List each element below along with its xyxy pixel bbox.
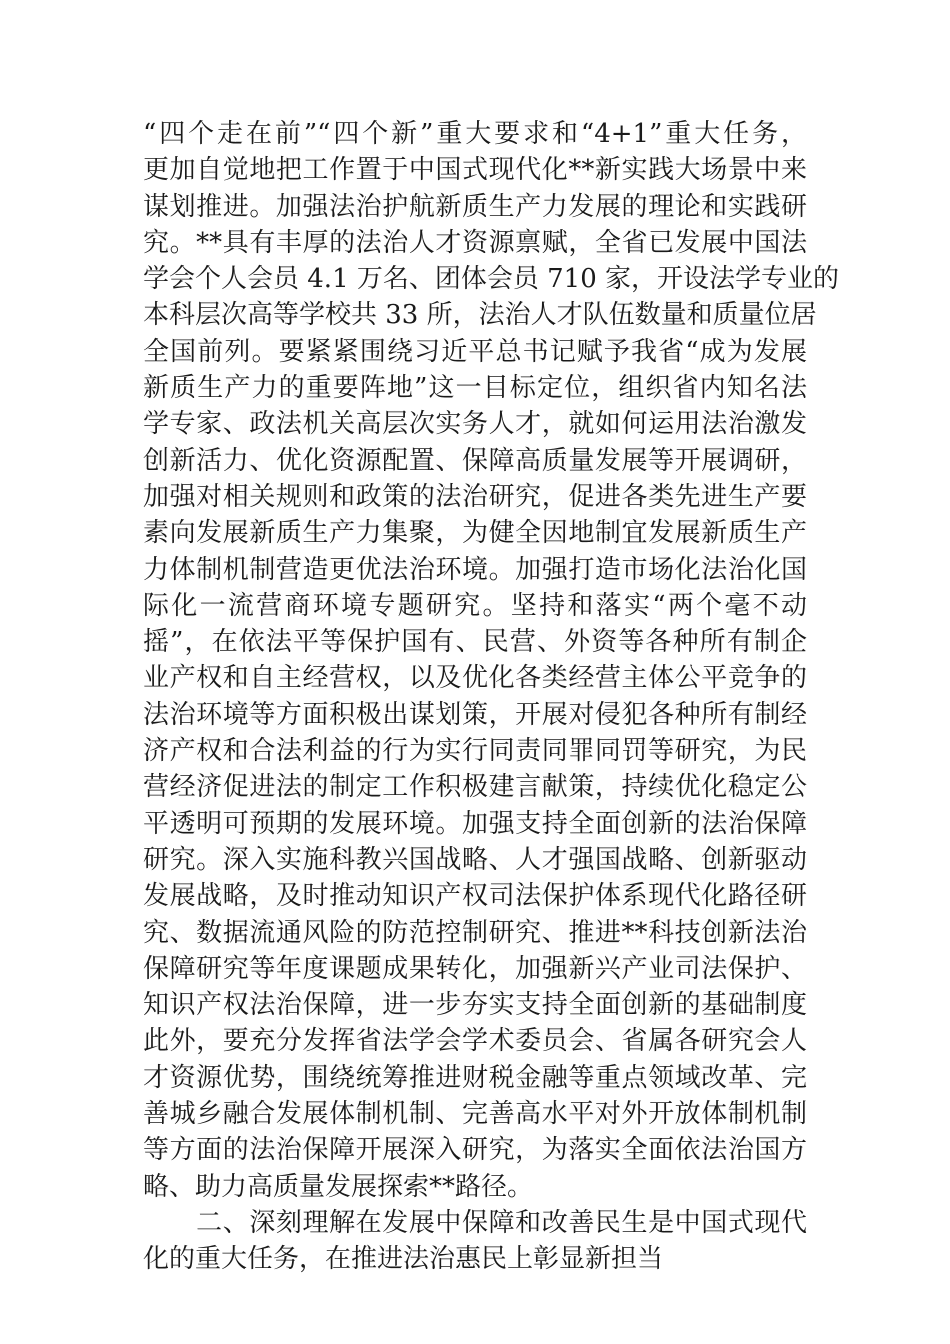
text-line: 谋划推进。加强法治护航新质生产力发展的理论和实践研 [143, 191, 807, 222]
text-line: 善城乡融合发展体制机制、完善高水平对外开放体制机制 [143, 1099, 807, 1130]
text-line: “四个走在前”“四个新”重大要求和“4+1”重大任务， [143, 119, 807, 149]
text-line: 研究。深入实施科教兴国战略、人才强国战略、创新驱动 [143, 844, 807, 875]
text-line: 略、助力高质量发展探索**路径。 [143, 1171, 534, 1202]
text-line: 究。**具有丰厚的法治人才资源禀赋，全省已发展中国法 [143, 227, 807, 258]
text-line: 此外，要充分发挥省法学会学术委员会、省属各研究会人 [143, 1026, 807, 1057]
body-text [143, 116, 840, 1278]
text-line: 力体制机制营造更优法治环境。加强打造市场化法治化国 [143, 554, 807, 585]
text-line: 创新活力、优化资源配置、保障高质量发展等开展调研， [143, 445, 807, 476]
text-line: 平透明可预期的发展环境。加强支持全面创新的法治保障 [143, 808, 807, 839]
text-line: 摇”，在依法平等保护国有、民营、外资等各种所有制企 [143, 627, 807, 658]
text-line: 加强对相关规则和政策的法治研究，促进各类先进生产要 [143, 481, 807, 512]
text-line: 发展战略，及时推动知识产权司法保护体系现代化路径研 [143, 881, 807, 912]
text-line: 济产权和合法利益的行为实行同责同罪同罚等研究，为民 [143, 736, 807, 767]
text-line: 学专家、政法机关高层次实务人才，就如何运用法治激发 [143, 409, 807, 440]
text-line: 业产权和自主经营权，以及优化各类经营主体公平竞争的 [143, 663, 807, 694]
text-line: 保障研究等年度课题成果转化，加强新兴产业司法保护、 [143, 953, 807, 984]
text-line: 营经济促进法的制定工作积极建言献策，持续优化稳定公 [143, 772, 807, 803]
text-line: 学会个人会员 4.1 万名、团体会员 710 家，开设法学专业的 [143, 264, 840, 295]
text-line: 素向发展新质生产力集聚，为健全因地制宜发展新质生产 [143, 518, 807, 549]
text-line: 新质生产力的重要阵地”这一目标定位，组织省内知名法 [143, 373, 807, 404]
text-line: 究、数据流通风险的防范控制研究、推进**科技创新法治 [143, 917, 807, 948]
text-line: 全国前列。要紧紧围绕习近平总书记赋予我省“成为发展 [143, 336, 807, 367]
text-line: 法治环境等方面积极出谋划策，开展对侵犯各种所有制经 [143, 699, 807, 730]
text-line: 本科层次高等学校共 33 所，法治人才队伍数量和质量位居 [143, 300, 817, 331]
text-line: 化的重大任务，在推进法治惠民上彰显新担当 [143, 1244, 664, 1275]
text-line: 二、深刻理解在发展中保障和改善民生是中国式现代 [143, 1207, 807, 1238]
text-line: 才资源优势，围绕统筹推进财税金融等重点领域改革、完 [143, 1062, 807, 1093]
text-line: 等方面的法治保障开展深入研究，为落实全面依法治国方 [143, 1135, 807, 1166]
text-line: 际化一流营商环境专题研究。坚持和落实“两个毫不动 [143, 590, 807, 621]
text-line: 更加自觉地把工作置于中国式现代化**新实践大场景中来 [143, 155, 807, 186]
text-line: 知识产权法治保障，进一步夯实支持全面创新的基础制度 [143, 990, 807, 1021]
